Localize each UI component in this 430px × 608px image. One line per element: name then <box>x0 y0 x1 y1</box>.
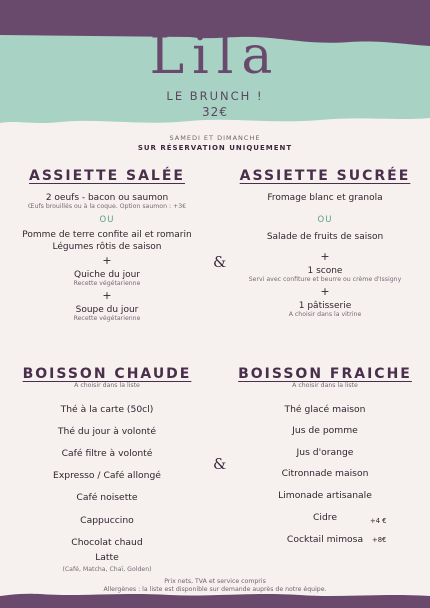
list-item: Thé du jour à volonté <box>57 426 157 437</box>
section-title-assiette-sucree: ASSIETTE SUCRÉE <box>239 168 411 184</box>
or-separator: OU <box>99 215 115 225</box>
item-note: Recette végétarienne <box>73 280 141 287</box>
section-title-assiette-salee: ASSIETTE SALÉE <box>29 168 185 184</box>
list-item: Limonade artisanale <box>278 490 372 501</box>
list-item: Quiche du jour <box>73 270 141 280</box>
list-item: Latte <box>95 552 119 563</box>
item-note: Œufs brouillés ou à la coque. Option saumon : +3€ <box>27 203 187 210</box>
ampersand-plates: & <box>213 253 227 271</box>
list-item: 2 oeufs - bacon ou saumon <box>45 193 169 203</box>
plus-separator: + <box>102 289 112 302</box>
list-item: Fromage blanc et granola <box>267 193 383 203</box>
restaurant-logo-title: Lila <box>149 26 281 86</box>
list-item: Café noisette <box>76 492 138 503</box>
menu-price: 32€ <box>202 105 228 119</box>
list-item: Jus de pomme <box>292 425 358 436</box>
plus-separator: + <box>320 285 330 298</box>
list-item: 1 scone <box>307 266 343 276</box>
plus-separator: + <box>102 254 112 267</box>
footer-allergens-note: Allergènes : la liste est disponible sur demande auprès de notre équipe. <box>103 586 327 593</box>
list-item: Expresso / Café allongé <box>53 470 161 481</box>
section-note: A choisir dans la liste <box>74 382 140 389</box>
item-note: A choisir dans la vitrine <box>288 311 362 318</box>
list-item: Cidre <box>312 512 338 523</box>
section-title-boisson-chaude: BOISSON CHAUDE <box>22 366 192 382</box>
list-item: Pomme de terre confite ail et romarin <box>22 230 192 240</box>
boisson-fraiche-list <box>222 0 428 608</box>
list-item: Thé à la carte (50cl) <box>60 404 154 415</box>
cidre-supplement: +4 € <box>370 517 387 525</box>
plus-separator: + <box>320 250 330 263</box>
item-note: Recette végétarienne <box>73 315 141 322</box>
boisson-chaude-list <box>4 0 210 608</box>
section-note: A choisir dans la liste <box>292 382 358 389</box>
list-item: Légumes rôtis de saison <box>52 242 162 252</box>
list-item: Soupe du jour <box>75 305 139 315</box>
mimosa-supplement: +8€ <box>372 536 387 544</box>
item-note: Servi avec confiture et beurre ou crème d'Issigny <box>248 276 402 283</box>
service-days: SAMEDI ET DIMANCHE <box>169 134 261 142</box>
list-item: Cocktail mimosa <box>286 534 364 545</box>
item-note: (Café, Matcha, Chaï, Golden) <box>62 566 152 573</box>
footer-prices-note: Prix nets, TVA et service compris <box>164 578 266 585</box>
list-item: Jus d'orange <box>296 447 354 458</box>
reservation-note: SUR RÉSERVATION UNIQUEMENT <box>137 144 293 152</box>
ampersand-drinks: & <box>213 455 227 473</box>
list-item: Citronnade maison <box>281 468 369 479</box>
menu-subtitle: LE BRUNCH ! <box>166 89 264 103</box>
section-title-boisson-fraiche: BOISSON FRAICHE <box>238 366 412 382</box>
list-item: 1 pâtisserie <box>298 301 352 311</box>
list-item: Thé glacé maison <box>284 404 366 415</box>
list-item: Chocolat chaud <box>71 537 143 548</box>
or-separator: OU <box>317 215 333 225</box>
list-item: Café filtre à volonté <box>61 448 153 459</box>
list-item: Cappuccino <box>80 515 134 526</box>
list-item: Salade de fruits de saison <box>266 232 384 242</box>
